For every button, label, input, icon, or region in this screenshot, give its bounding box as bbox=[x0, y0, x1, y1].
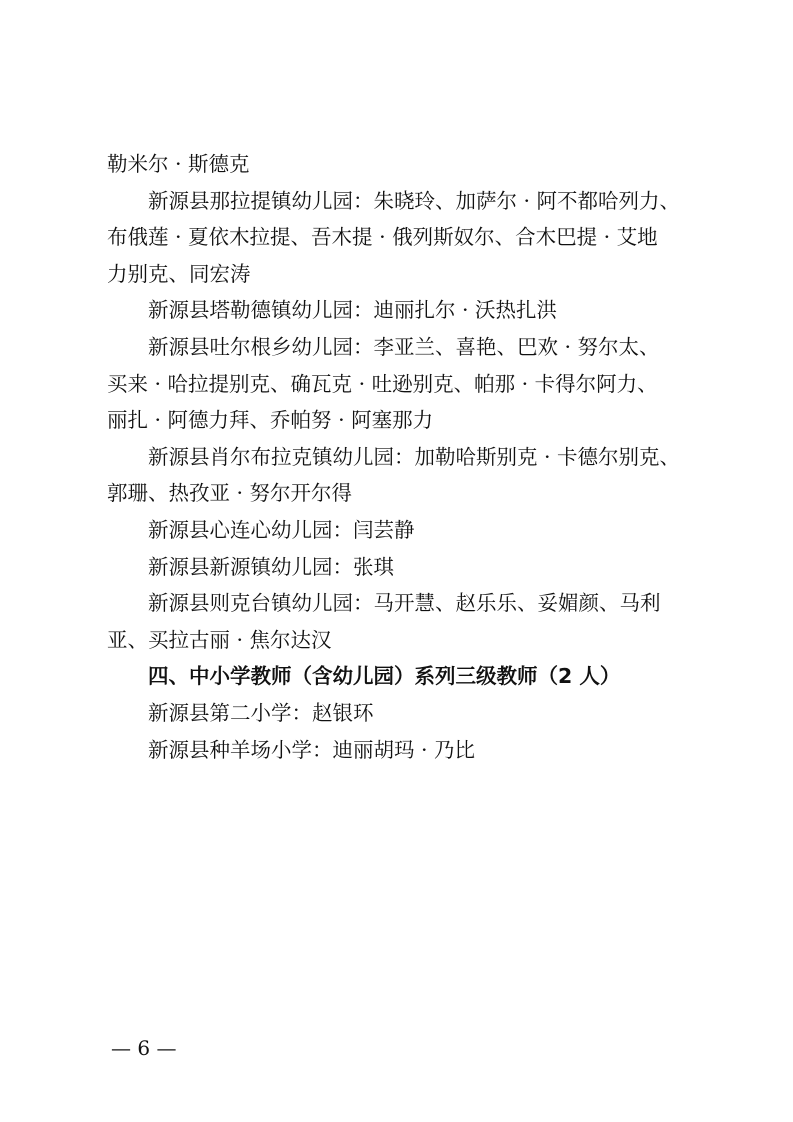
text-line: 郭珊、热孜亚 · 努尔开尔得 bbox=[107, 481, 353, 506]
text-line: 新源县第二小学：赵银环 bbox=[148, 700, 374, 725]
text-line: 新源县则克台镇幼儿园：马开慧、赵乐乐、妥媚颜、马利 bbox=[148, 591, 661, 616]
document-body bbox=[107, 146, 687, 768]
page-number: — 6 — bbox=[111, 1036, 177, 1060]
text-line: 勒米尔 · 斯德克 bbox=[107, 152, 250, 176]
text-line: 新源县吐尔根乡幼儿园：李亚兰、喜艳、巴欢 · 努尔太、 bbox=[148, 334, 660, 359]
text-line: 丽扎 · 阿德力拜、乔帕努 · 阿塞那力 bbox=[107, 408, 434, 433]
section-heading: 四、中小学教师（含幼儿园）系列三级教师（2 人） bbox=[148, 664, 621, 689]
text-line: 力别克、同宏涛 bbox=[107, 261, 251, 286]
text-line: 布俄莲 · 夏依木拉提、吾木提 · 俄列斯奴尔、合木巴提 · 艾地 bbox=[107, 225, 658, 250]
text-line: 买来 · 哈拉提别克、确瓦克 · 吐逊别克、帕那 · 卡得尔阿力、 bbox=[107, 371, 658, 396]
text-line: 新源县种羊场小学：迪丽胡玛 · 乃比 bbox=[148, 737, 476, 762]
text-line: 亚、买拉古丽 · 焦尔达汉 bbox=[107, 627, 332, 652]
text-line: 新源县心连心幼儿园：闫芸静 bbox=[148, 517, 415, 542]
text-line: 新源县肖尔布拉克镇幼儿园：加勒哈斯别克 · 卡德尔别克、 bbox=[148, 444, 681, 469]
text-line: 新源县新源镇幼儿园：张琪 bbox=[148, 554, 394, 579]
text-line: 新源县塔勒德镇幼儿园：迪丽扎尔 · 沃热扎洪 bbox=[148, 298, 558, 323]
text-line: 新源县那拉提镇幼儿园：朱晓玲、加萨尔 · 阿不都哈列力、 bbox=[148, 188, 681, 213]
